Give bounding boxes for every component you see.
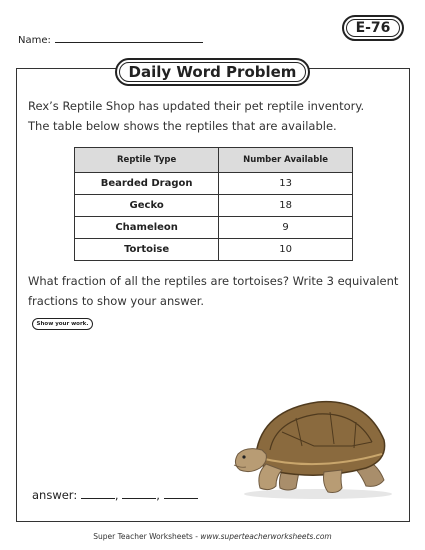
footer [0,532,425,541]
show-work-badge: Show your work. [32,318,93,330]
worksheet-code-badge [342,15,404,41]
column-header-count: Number Available [219,148,353,173]
answer-separator: , [114,488,119,502]
question-text [28,271,408,311]
reptile-table [74,147,353,261]
name-row [18,33,203,46]
table-header-row [75,148,353,173]
intro-text [28,96,398,136]
name-blank[interactable] [55,33,203,43]
question-line: What fraction of all the reptiles are tortoises? Write 3 equivalent [28,274,399,288]
reptile-count-cell: 10 [219,239,353,261]
answer-separator: , [156,488,160,502]
reptile-count-cell: 18 [219,195,353,217]
reptile-type-cell: Chameleon [75,217,219,239]
table-row [75,195,353,217]
reptile-type-cell: Tortoise [75,239,219,261]
reptile-type-cell: Gecko [75,195,219,217]
title-badge [115,58,310,86]
answer-blank[interactable] [164,488,198,499]
answer-blank[interactable] [81,488,115,499]
footer-site-name: Super Teacher Worksheets - [93,532,201,541]
answer-blank[interactable] [122,488,156,499]
table-row [75,173,353,195]
name-label: Name: [18,35,51,46]
intro-line: The table below shows the reptiles that are available. [28,119,337,133]
page-title: Daily Word Problem [119,62,306,82]
footer-url: www.superteacherworksheets.com [200,532,332,541]
reptile-count-cell: 13 [219,173,353,195]
reptile-type-cell: Bearded Dragon [75,173,219,195]
table-row [75,217,353,239]
question-line: fractions to show your answer. [28,294,205,308]
table-row [75,239,353,261]
answer-row [32,488,198,502]
intro-line: Rex’s Reptile Shop has updated their pet reptile inventory. [28,99,365,113]
reptile-count-cell: 9 [219,217,353,239]
worksheet-code: E-76 [346,19,400,37]
column-header-type: Reptile Type [75,148,219,173]
tortoise-image [226,388,404,500]
answer-label: answer: [32,488,78,502]
